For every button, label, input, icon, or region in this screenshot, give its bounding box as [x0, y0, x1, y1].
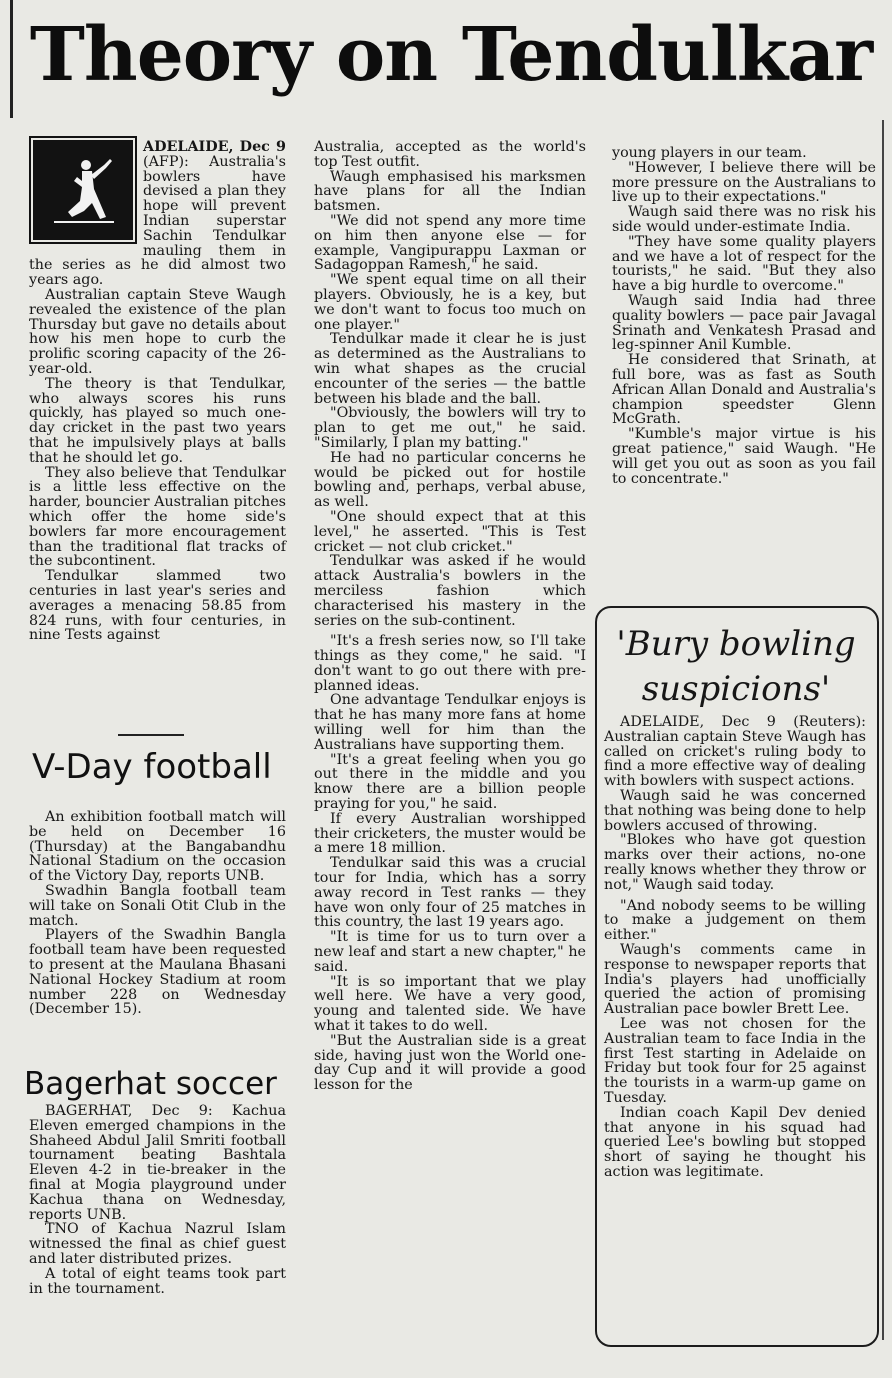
section-divider	[118, 734, 184, 736]
main-story-column-3	[612, 146, 876, 486]
bury-paragraph: "And nobody seems to be willing to make a judgement on them either."	[604, 897, 866, 944]
main-paragraph: "They have some quality players and we have a lot of respect for the tourists," he said. "But they also have a big hurdle to overcome."	[612, 233, 876, 295]
main-paragraph: "One should expect that at this level," he asserted. "This is Test cricket — not club cricket."	[314, 508, 586, 555]
bagerhat-title: Bagerhat soccer	[24, 1066, 277, 1102]
bagerhat-story	[29, 1104, 286, 1296]
main-paragraph: young players in our team.	[612, 145, 807, 161]
page-edge-right	[882, 120, 884, 1340]
cricketer-silhouette	[44, 151, 122, 229]
bury-paragraph: Indian coach Kapil Dev denied that anyone in his squad had queried Lee's bowling but stopped short of saying he thought his action was legitimate.	[604, 1104, 866, 1180]
main-paragraph: "It's a fresh series now, so I'll take things as they come," he said. "I don't want to go out there with pre-planned ideas.	[314, 633, 586, 694]
vday-paragraph: An exhibition football match will be held on December 16 (Thursday) at the Bangabandhu National Stadium on the occasion of the Victory Day, reports UNB.	[29, 809, 286, 885]
vday-title: V-Day football	[32, 747, 272, 787]
main-paragraph: Tendulkar was asked if he would attack Australia's bowlers in the merciless fashion which characterised his mastery in the series on the sub-continent.	[314, 553, 586, 629]
main-paragraph: "We did not spend any more time on him then anyone else — for example, Vangipurappu Laxman or Sadagoppan Ramesh," he said.	[314, 212, 586, 274]
main-story-column-1	[29, 140, 286, 643]
main-paragraph: "But the Australian side is a great side, having just won the World one-day Cup and it will provide a good lesson for the	[314, 1032, 586, 1094]
main-paragraph: Tendulkar made it clear he is just as determined as the Australians to win what shapes as the crucial encounter of the series — the battle between his blade and the ball.	[314, 331, 586, 407]
main-paragraph: The theory is that Tendulkar, who always scores his runs quickly, has played so much one-day cricket in the past two years that he impulsively plays at balls that he should let go.	[29, 375, 286, 466]
bagerhat-paragraph: Kachua Eleven emerged champions in the Shaheed Abdul Jalil Smriti football tournament beating Bashtala Eleven 4-2 in tie-breaker in the final at Mogia playground under Kachua thana on Wednesday, reports UNB.	[29, 1103, 286, 1223]
cricket-batsman-icon	[33, 140, 133, 240]
main-paragraph: Australian captain Steve Waugh revealed the existence of the plan Thursday but gave no details about how his men hope to curb the prolific scoring capacity of the 26-year-old.	[29, 286, 286, 377]
main-paragraph: If every Australian worshipped their cricketers, the muster would be a mere 18 million.	[314, 810, 586, 857]
bury-paragraph: Lee was not chosen for the Australian team to face India in the first Test starting in Adelaide on Friday but took four for 25 against the tourists in a warm-up game on Tuesday.	[604, 1015, 866, 1106]
headline: Theory on Tendulkar	[29, 12, 873, 98]
main-paragraph: "It is so important that we play well here. We have a very good, young and talented side. We have what it takes to do well.	[314, 973, 586, 1035]
main-paragraph: One advantage Tendulkar enjoys is that he has many more fans at home willing well for him than the Australians have supporting them.	[314, 692, 586, 753]
main-paragraph: They also believe that Tendulkar is a little less effective on the harder, bouncier Australian pitches which offer the home side's bowlers far more encouragement than the traditional flat tracks of the subcontinent.	[29, 464, 287, 570]
bagerhat-paragraph: A total of eight teams took part in the tournament.	[29, 1265, 286, 1297]
main-paragraph: "However, I believe there will be more pressure on the Australians to live up to their expectations."	[612, 159, 876, 206]
bury-paragraph: (Reuters): Australian captain Steve Waugh has called on cricket's ruling body to find a more effective way of dealing with bowlers with suspect actions.	[604, 714, 867, 790]
dateline: ADELAIDE, Dec 9	[143, 139, 286, 155]
bagerhat-paragraph: TNO of Kachua Nazrul Islam witnessed the final as chief guest and later distributed prizes.	[29, 1221, 286, 1267]
page-edge-left	[10, 0, 13, 118]
main-paragraph: He considered that Srinath, at full bore, was as fast as South African Allan Donald and Australia's champion speedster Glenn McGrath.	[612, 352, 876, 428]
main-paragraph: Waugh emphasised his marksmen have plans for all the Indian batsmen.	[314, 168, 586, 215]
vday-paragraph: Players of the Swadhin Bangla football team have been requested to present at the Maulana Bhasani National Hockey Stadium at room number 228 on Wednesday (December 15).	[29, 927, 286, 1018]
bury-title: 'Bury bowling suspicions'	[616, 624, 856, 709]
main-paragraph: Waugh said there was no risk his side would under-estimate India.	[612, 204, 876, 235]
main-paragraph: He had no particular concerns he would be picked out for hostile bowling and, perhaps, verbal abuse, as well.	[314, 449, 586, 511]
main-paragraph: "We spent equal time on all their players. Obviously, he is a key, but we don't want to focus too much on one player."	[314, 272, 586, 333]
main-paragraph: "It's a great feeling when you go out there in the middle and you know there are a billion people praying for you," he said.	[314, 751, 586, 813]
main-paragraph: Waugh said India had three quality bowlers — pace pair Javagal Srinath and Venkatesh Prasad and leg-spinner Anil Kumble.	[612, 292, 876, 354]
bury-paragraph: Waugh's comments came in response to newspaper reports that India's players had unofficially queried the action of promising Australian pace bowler Brett Lee.	[604, 941, 866, 1018]
vday-story	[29, 810, 286, 1017]
main-paragraph: (AFP): Australia's bowlers have devised a plan they hope will prevent Indian superstar Sachin Tendulkar mauling them in the series as he did almost two years ago.	[29, 153, 286, 289]
bury-story	[604, 715, 866, 1180]
main-paragraph: "Kumble's major virtue is his great patience," said Waugh. "He will get you out as soon as you fail to concentrate."	[612, 426, 876, 487]
main-paragraph: "It is time for us to turn over a new leaf and start a new chapter," he said.	[314, 929, 586, 975]
bagerhat-dateline: BAGERHAT, Dec 9:	[45, 1103, 213, 1119]
bury-dateline: ADELAIDE, Dec 9	[620, 714, 776, 730]
main-story-column-2	[314, 140, 586, 1093]
bury-paragraph: "Blokes who have got question marks over their actions, no-one really knows whether they throw or not," Waugh said today.	[604, 832, 866, 893]
main-paragraph: Tendulkar said this was a crucial tour for India, which has a sorry away record in Test ranks — they have won only four of 25 matches in this country, the last 19 years ago.	[314, 855, 586, 931]
main-paragraph: Tendulkar slammed two centuries in last year's series and averages a menacing 58.85 from 824 runs, with four centuries, in nine Tests against	[29, 568, 286, 644]
vday-paragraph: Swadhin Bangla football team will take on Sonali Otit Club in the match.	[29, 882, 286, 929]
bury-paragraph: Waugh said he was concerned that nothing was being done to help bowlers accused of throwing.	[604, 787, 867, 834]
main-paragraph: "Obviously, the bowlers will try to plan to get me out," he said. "Similarly, I plan my batting."	[314, 405, 586, 451]
main-paragraph: Australia, accepted as the world's top Test outfit.	[314, 139, 586, 170]
